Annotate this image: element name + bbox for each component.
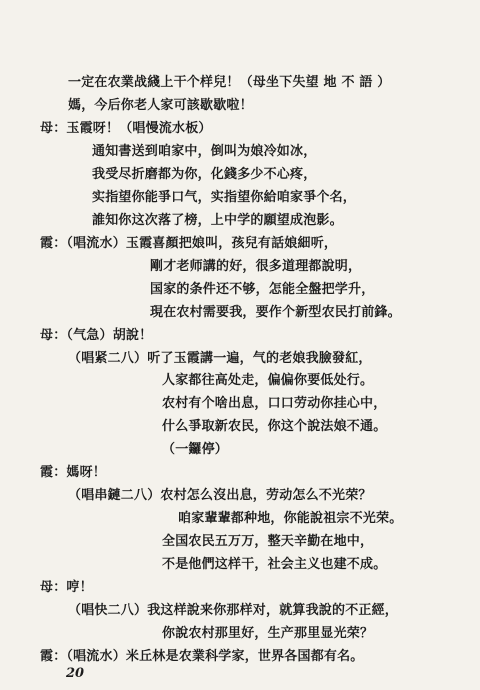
text-line: 咱家輩輩都种地，你能說祖宗不光荣。 xyxy=(178,511,403,526)
text-line: 全国农民五万万，整天辛勤在地中， xyxy=(162,534,374,549)
text-line: 霞：媽呀！ xyxy=(40,465,107,480)
text-line: 人家都往高处走，偏偏你要低处行。 xyxy=(162,373,374,388)
text-line: （一鑼停） xyxy=(162,442,229,457)
text-line: 母：玉霞呀！（唱慢流水板） xyxy=(40,121,212,136)
text-line: 母：（气急）胡說！ xyxy=(40,328,153,343)
text-line: 媽，今后你老人家可該歇歇啦！ xyxy=(68,98,253,113)
text-line: 国家的条件还不够，怎能全盤把学升， xyxy=(150,282,375,297)
text-line: 通知書送到咱家中，倒叫为娘冷如冰， xyxy=(92,144,317,159)
text-line: 一定在农業战綫上干个样兒！（母坐下失望 地 不 語 ） xyxy=(68,75,391,90)
text-line: 不是他們这样干，社会主义也建不成。 xyxy=(162,557,387,572)
text-line: （唱紧二八）听了玉霞講一遍，气的老娘我臉發紅， xyxy=(68,351,372,366)
text-line: 母：哼！ xyxy=(40,580,93,595)
text-line: 現在农村需要我，要作个新型农民打前鋒。 xyxy=(150,305,401,320)
text-line: 我受尽折磨都为你，化錢多少不心疼， xyxy=(92,167,317,182)
text-line: 誰知你这次落了榜，上中学的願望成泡影。 xyxy=(92,213,343,228)
text-line: 霞：（唱流水）玉霞喜顏把娘叫，孩兒有話娘細听， xyxy=(40,236,338,251)
text-line: 什么爭取新农民，你这个說法娘不通。 xyxy=(162,419,387,434)
text-line: 剛才老师講的好，很多道理都說明， xyxy=(150,259,362,274)
text-line: 实指望你能爭口气，实指望你給咱家爭个名， xyxy=(92,190,357,205)
text-line: 农村有个啥出息，口口劳动你挂心中， xyxy=(162,396,387,411)
text-line: 霞：（唱流水）米丘林是农業科学家，世界各国都有名。 xyxy=(40,649,364,664)
page-number: 20 xyxy=(66,666,85,681)
text-line: （唱快二八）我这样說来你那样对，就算我說的不正經， xyxy=(68,603,399,618)
text-line: 你說农村那里好，生产那里显光荣？ xyxy=(162,626,374,641)
text-line: （唱串鏈二八）农村怎么沒出息，劳动怎么不光荣？ xyxy=(68,488,372,503)
